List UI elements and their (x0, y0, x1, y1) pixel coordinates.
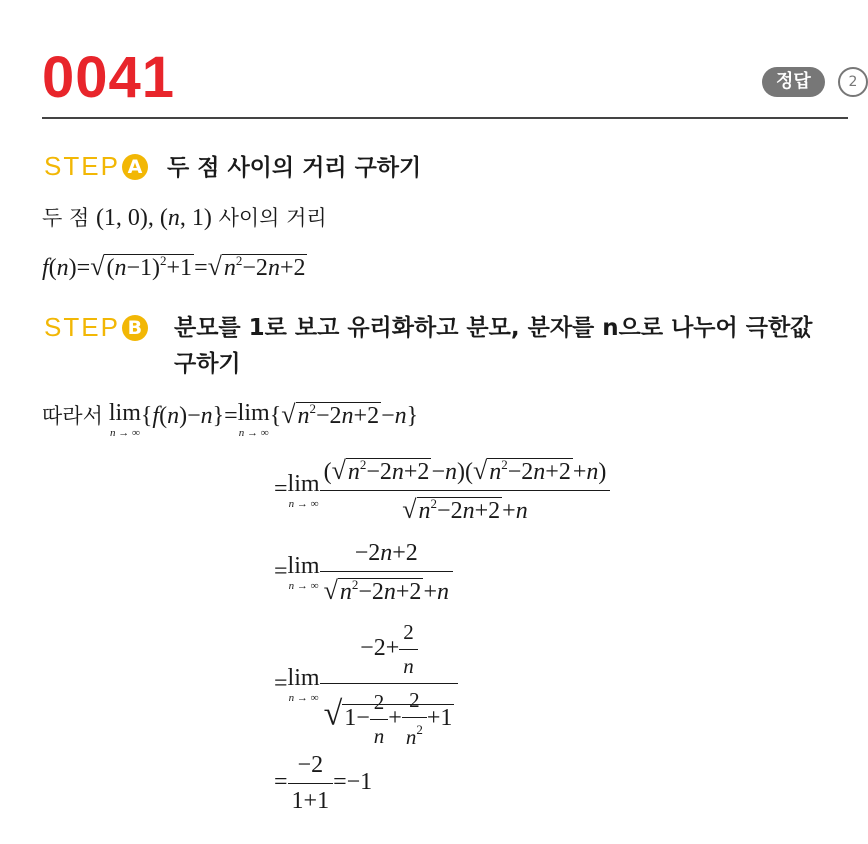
limit-line-4: =lim n → ∞ −2+ $\frac{2}{n}$ √1− $\frac{2}{n}$ + $\frac{2}{n^2}$ +1 (274, 620, 458, 750)
step-b-label: STEP (44, 312, 120, 342)
lim-operator: lim n → ∞ (237, 400, 270, 439)
step-b-title-line1: 분모를 1로 보고 유리화하고 분모, 분자를 n으로 나누어 극한값 (174, 315, 813, 341)
step-b-letter-icon: B (122, 315, 148, 341)
answer-badge: 정답 (762, 67, 825, 97)
distance-intro-tail: 사이의 거리 (218, 206, 327, 230)
step-b-title-line2: 구하기 (174, 351, 241, 377)
limit-line-2: =lim n → ∞ $\frac{(√n^2-2n+2-n)(√n^2-2n+2+n)}{√n^2-2n+2+n}$ (274, 456, 610, 525)
step-a-heading (44, 150, 421, 186)
problem-number: 0041 (42, 45, 176, 110)
distance-intro (42, 203, 327, 233)
points-math: (1, 0), (n, 1) (95, 205, 212, 231)
answer-circle-icon: 2 (838, 67, 868, 97)
header-divider (42, 117, 848, 119)
lim-operator: lim n → ∞ (108, 400, 141, 439)
step-a-title: 두 점 사이의 거리 구하기 (167, 155, 422, 181)
therefore-text: 따라서 (42, 404, 103, 428)
step-a-label: STEP (44, 151, 120, 181)
limit-line-3: =lim n → ∞ $\frac{-2n+2}{√n^2-2n+2+n}$ (274, 540, 453, 606)
fn-definition: $f(n)=√(n-1)^2+1=√n^2-2n+2$ (42, 252, 306, 281)
distance-intro-text: 두 점 (42, 206, 90, 230)
step-a-letter-icon: A (122, 154, 148, 180)
limit-line-5: = $\frac{-2}{1+1}$ =−1 (274, 752, 373, 814)
limit-line-1: 따라서 lim n → ∞ {f(n)−n}=lim n → ∞ $\{√n^2-2n+2-n\}$ (42, 400, 419, 439)
